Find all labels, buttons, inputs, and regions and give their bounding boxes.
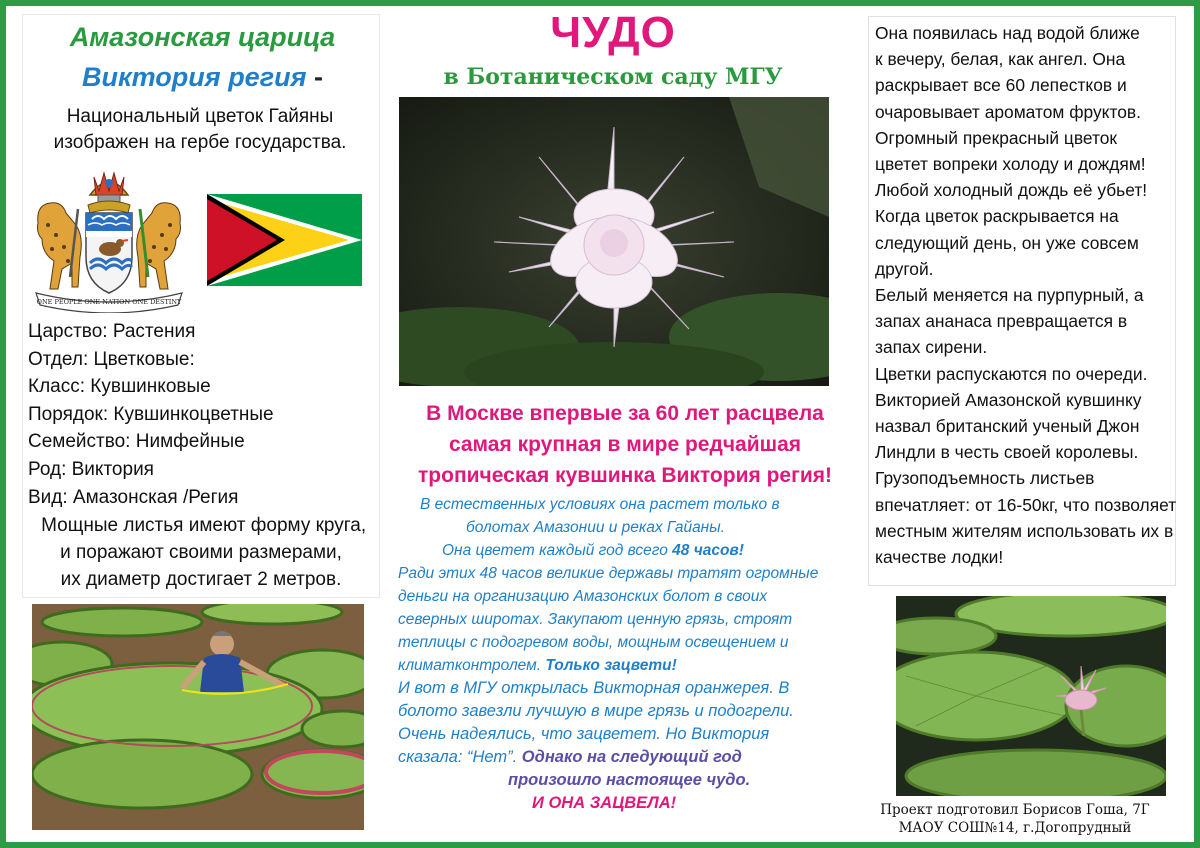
story-line-8 [398,654,860,677]
national-flower-text [20,104,380,156]
photo-white-water-lily [399,97,829,386]
right-line-14: Цветки распускаются по очереди. [875,363,1148,384]
right-line-19: впечатляет: от 16-50кг, что позволяет [875,494,1177,515]
taxonomy-order: Порядок: Кувшинкоцветные [28,403,274,425]
right-line-16: назвал британский ученый Джон [875,416,1140,437]
taxonomy-list [28,318,378,511]
credit-line-1: Проект подготовил Борисов Гоша, 7Г [880,802,1150,818]
story-line-11: Очень надеялись, что зацветет. Но Виктория [398,725,770,743]
story-line-10: болото завезли лучшую в мире грязь и подогрели. [398,702,794,720]
headline-line-3: тропическая кувшинка Виктория регия! [418,464,832,487]
story-text [398,493,860,815]
right-line-7: Любой холодный дождь её убьет! [875,180,1148,201]
story-line-2: болотах Амазонии и реках Гайаны. [466,519,725,536]
photo-man-on-lily-pads [32,604,364,830]
title-dash: - [306,62,324,92]
story-just-bloom: Только зацвети! [545,657,677,674]
story-line-1: В естественных условиях она растет только в [420,496,780,513]
taxonomy-family: Семейство: Нимфейные [28,431,245,453]
title-victoria-regia [30,62,375,93]
credit-line-2: МАОУ СОШ№14, г.Догопрудный [898,820,1132,836]
right-line-15: Викторией Амазонской кувшинку [875,389,1142,410]
coat-motto: ONE PEOPLE ONE NATION ONE DESTINY [36,298,182,306]
victoria-regia-text: Виктория регия [81,62,307,92]
photo-pink-flower-on-pads [896,596,1166,796]
right-line-1: Она появилась над водой ближе [875,23,1140,43]
leaves-description [22,512,380,593]
right-line-12: запах ананаса превращается в [875,311,1128,332]
story-line-12 [398,746,860,769]
story-48-hours: 48 часов! [672,542,744,559]
taxonomy-species: Вид: Амазонская /Регия [28,486,239,508]
story-line-5: деньги на организацию Амазонских болот в своих [398,588,768,605]
taxonomy-class: Класс: Кувшинковые [28,376,211,398]
right-line-2: к вечеру, белая, как ангел. Она [875,49,1126,70]
story-line-8-text: климатконтролем. [398,657,546,674]
right-line-5: Огромный прекрасный цветок [875,127,1118,148]
right-line-6: цветет вопреки холоду и дождям! [875,154,1146,175]
project-credit [858,801,1172,837]
right-line-20: местным жителям использовать их в [875,520,1174,541]
right-line-11: Белый меняется на пурпурный, а [875,285,1144,306]
main-title: ЧУДО [550,8,676,57]
guyana-flag [207,194,362,286]
leaves-line-2: и поражают своими размерами, [60,542,342,563]
story-line-7: теплицы с подогревом воды, мощным освещением и [398,634,789,651]
right-line-8: Когда цветок раскрывается на [875,206,1119,227]
right-line-18: Грузоподъемность листьев [875,468,1095,489]
right-line-4: очаровывает ароматом фруктов. [875,101,1141,122]
leaves-line-1: Мощные листья имеют форму круга, [35,515,367,536]
right-line-3: раскрывает все 60 лепестков и [875,75,1127,96]
national-line-2: изображен на гербе государства. [53,132,347,153]
story-it-bloomed: И ОНА ЗАЦВЕЛА! [532,794,677,812]
headline [392,398,858,491]
story-line-13: произошло настоящее чудо. [508,771,751,789]
title-amazon-queen: Амазонская царица [69,22,336,52]
right-line-17: Линдли в честь своей королевы. [875,442,1139,463]
right-line-13: запах сирени. [875,337,988,358]
right-line-9: следующий день, он уже совсем [875,232,1139,253]
guyana-coat-of-arms [28,165,190,313]
story-line-3 [398,539,860,562]
right-line-10: другой. [875,258,934,279]
story-line-4: Ради этих 48 часов великие державы тратят огромные [398,565,819,582]
taxonomy-division: Отдел: Цветковые: [28,348,195,370]
story-line-9: И вот в МГУ открылась Викторная оранжерея. В [398,679,790,697]
leaves-line-3: их диаметр достигает 2 метров. [60,569,342,590]
taxonomy-genus: Род: Виктория [28,458,154,480]
story-line-12-text: сказала: “Нет”. [398,748,522,766]
headline-line-1: В Москве впервые за 60 лет расцвела [426,402,824,425]
story-next-year: Однако на следующий год [521,748,742,766]
main-subtitle: в Ботаническом саду МГУ [443,64,783,90]
headline-line-2: самая крупная в мире редчайшая [448,433,802,456]
right-line-21: качестве лодки! [875,547,1004,568]
story-line-6: северных широтах. Закупают ценную грязь, строят [398,611,793,628]
right-description [875,20,1177,570]
national-line-1: Национальный цветок Гайяны [66,106,334,127]
story-line-3-text: Она цветет каждый год всего [442,542,673,559]
taxonomy-kingdom: Царство: Растения [28,321,196,342]
